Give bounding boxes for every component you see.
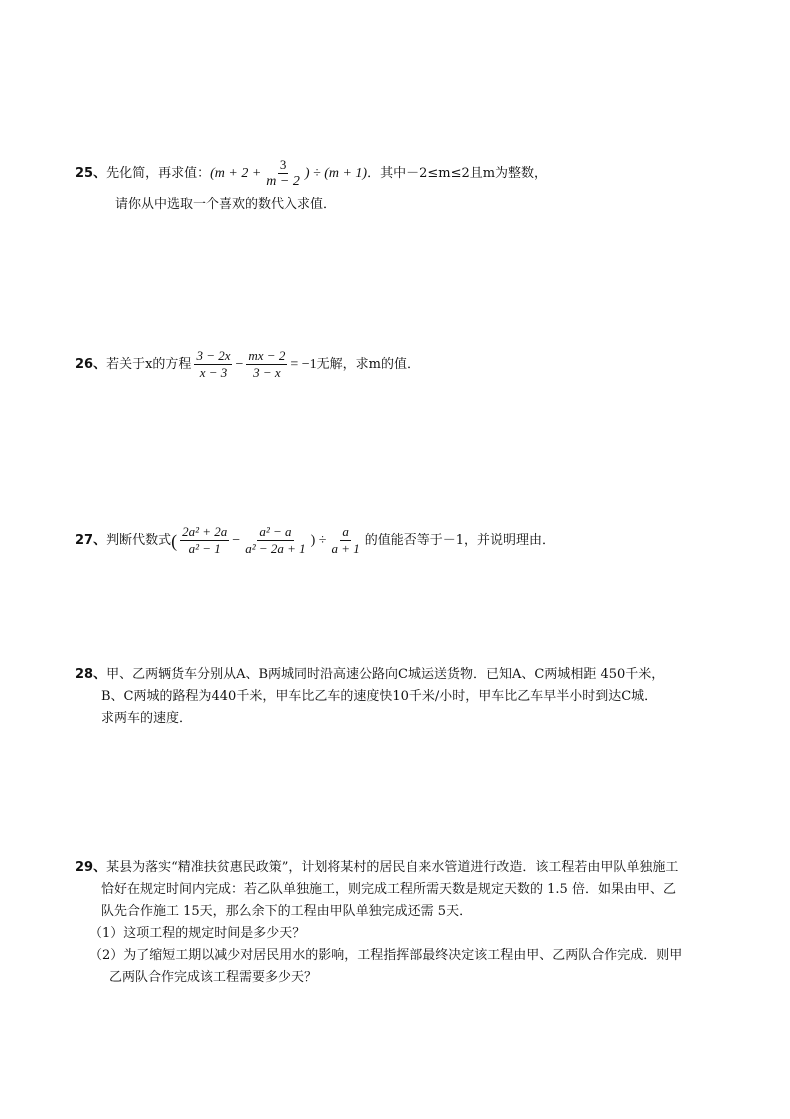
sub-question-text: （2）为了缩短工期以减少对居民用水的影响，工程指挥部最终决定该工程由甲、乙两队合作完成．则甲 (89, 948, 683, 963)
fraction-denominator: a² − 1 (188, 541, 221, 556)
fraction (246, 348, 287, 381)
fraction-numerator: 3 − 2x (196, 348, 231, 363)
question-28 (75, 664, 664, 730)
question-25-line-2 (75, 194, 547, 216)
fraction (330, 524, 362, 557)
left-parenthesis: ( (171, 530, 178, 551)
fraction-numerator: a² − a (259, 524, 292, 539)
question-29-line-1 (75, 857, 682, 879)
fraction-denominator: a + 1 (331, 541, 360, 556)
minus-sign: − (232, 532, 241, 548)
question-number: 28、 (75, 667, 107, 682)
question-28-line-3 (75, 708, 664, 730)
question-26-line-1 (75, 348, 420, 381)
question-text: 请你从中选取一个喜欢的数代入求值． (115, 197, 337, 212)
question-29-sub-2 (75, 945, 682, 967)
fraction-numerator: 2a² + 2a (182, 524, 228, 539)
question-text: 先化简，再求值： (106, 165, 211, 181)
right-parenthesis-divide: ) ÷ (310, 532, 327, 548)
fraction-denominator: x − 3 (199, 365, 228, 380)
fraction-denominator: a² − 2a + 1 (245, 541, 306, 556)
question-26 (75, 348, 420, 381)
question-text: 甲、乙两辆货车分别从A、B两城同时沿高速公路向C城运送货物．已知A、C两城相距 450千米， (106, 667, 665, 682)
fraction-denominator: 3 − x (253, 365, 281, 380)
question-text: 若关于x的方程 (106, 356, 192, 372)
fraction-numerator: a (342, 524, 349, 539)
question-text: 的值能否等于－1，并说明理由． (364, 532, 556, 548)
question-number: 29、 (75, 860, 107, 875)
math-expression: ) ÷ (m + 1) (304, 165, 368, 181)
question-text: 某县为落实“精准扶贫惠民政策”，计划将某村的居民自来水管道进行改造．该工程若由甲队单独施工 (106, 860, 679, 875)
math-expression: (m + 2 + (210, 165, 262, 181)
question-text: 判断代数式 (106, 532, 172, 548)
question-text: 恰好在规定时间内完成：若乙队单独施工，则完成工程所需天数是规定天数的 1.5 倍．如果由甲、乙 (101, 882, 676, 897)
question-text: 无解，求m的值． (316, 356, 420, 372)
question-27 (75, 524, 555, 557)
question-number: 25、 (75, 165, 107, 181)
minus-sign: − (235, 356, 244, 372)
question-25-line-1 (75, 157, 547, 190)
sub-question-text: 乙两队合作完成该工程需要多少天？ (109, 970, 318, 985)
question-25 (75, 157, 547, 216)
question-29-line-3 (75, 901, 682, 923)
question-29-sub-2-cont (75, 967, 682, 989)
fraction-numerator: 3 (279, 157, 287, 172)
fraction (194, 348, 232, 381)
question-number: 27、 (75, 532, 107, 548)
question-text: ．其中－2≤m≤2且m为整数， (367, 165, 548, 181)
question-29 (75, 857, 682, 989)
question-28-line-2 (75, 686, 664, 708)
fraction (243, 524, 307, 557)
question-27-line-1 (75, 524, 555, 557)
fraction (180, 524, 229, 557)
fraction-numerator: mx − 2 (248, 348, 286, 363)
fraction (264, 157, 302, 190)
equals-expression: = −1 (290, 356, 317, 372)
question-text: B、C两城的路程为440千米，甲车比乙车的速度快10千米/小时，甲车比乙车早半小时到达C城． (101, 689, 658, 704)
question-28-line-1 (75, 664, 664, 686)
question-number: 26、 (75, 356, 107, 372)
question-29-line-2 (75, 879, 682, 901)
sub-question-text: （1）这项工程的规定时间是多少天？ (89, 926, 306, 941)
question-29-sub-1 (75, 923, 682, 945)
question-text: 队先合作施工 15天，那么余下的工程由甲队单独完成还需 5天． (101, 904, 473, 919)
fraction-denominator: m − 2 (266, 174, 300, 189)
question-text: 求两车的速度． (101, 711, 193, 726)
